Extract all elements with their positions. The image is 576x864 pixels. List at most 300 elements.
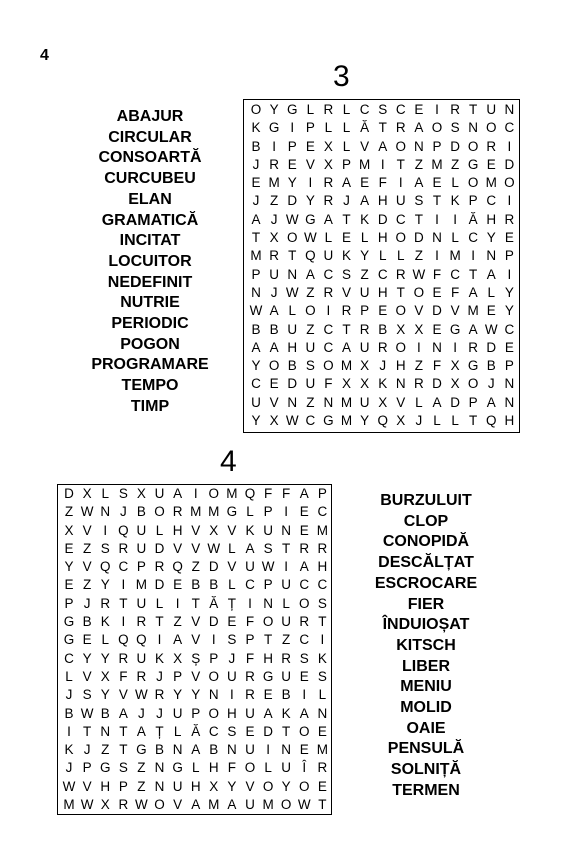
grid-letter: O xyxy=(250,102,262,117)
grid-letter: Z xyxy=(414,156,424,172)
grid-letter: L xyxy=(342,138,351,154)
grid-letter: O xyxy=(286,230,298,246)
grid-letter: X xyxy=(100,797,110,813)
grid-letter: O xyxy=(395,339,407,355)
grid-letter: U xyxy=(172,778,183,794)
grid-letter: R xyxy=(245,687,255,703)
grid-letter: D xyxy=(450,138,460,154)
grid-letter: X xyxy=(342,376,352,392)
search-word: CIRCULAR xyxy=(108,128,192,146)
grid-letter: C xyxy=(359,102,370,117)
grid-letter: X xyxy=(450,376,460,392)
grid-letter: F xyxy=(263,486,273,501)
grid-letter: G xyxy=(467,358,479,374)
grid-letter: F xyxy=(450,284,460,300)
grid-letter: C xyxy=(305,413,316,429)
search-word: PERIODIC xyxy=(111,315,189,333)
grid-letter: A xyxy=(269,303,279,319)
grid-letter: N xyxy=(281,522,292,538)
grid-letter: W xyxy=(207,540,221,556)
grid-letter: P xyxy=(287,138,297,154)
grid-letter: P xyxy=(245,632,255,648)
grid-letter: R xyxy=(341,303,352,319)
grid-letter: S xyxy=(317,668,327,684)
grid-letter: L xyxy=(324,230,333,246)
grid-letter: A xyxy=(468,284,478,300)
search-word: CURCUBEU xyxy=(104,170,196,188)
grid-letter: H xyxy=(504,413,515,429)
grid-letter: R xyxy=(136,614,147,630)
search-word: GRAMATICĂ xyxy=(101,211,199,229)
grid-letter: C xyxy=(377,266,388,282)
grid-letter: L xyxy=(342,102,351,117)
grid-letter: V xyxy=(82,522,92,538)
grid-letter: P xyxy=(191,705,201,721)
grid-letter: L xyxy=(101,486,109,501)
grid-letter: H xyxy=(486,211,497,227)
grid-letter: X xyxy=(136,486,146,501)
grid-letter: V xyxy=(191,668,201,684)
grid-letter: G xyxy=(268,120,280,136)
grid-letter: N xyxy=(287,266,298,282)
grid-letter: F xyxy=(227,760,237,776)
grid-letter: V xyxy=(82,559,92,575)
grid-letter: G xyxy=(323,413,334,429)
grid-letter: D xyxy=(287,376,298,392)
grid-letter: D xyxy=(208,559,219,575)
grid-letter: N xyxy=(208,687,219,703)
grid-letter: D xyxy=(64,486,74,501)
grid-letter: Y xyxy=(173,687,183,703)
puzzle-3-word-list xyxy=(80,107,220,418)
grid-letter: O xyxy=(504,175,515,191)
grid-letter: U xyxy=(263,522,273,538)
grid-letter: T xyxy=(342,321,351,337)
grid-letter: X xyxy=(269,413,279,429)
grid-letter: O xyxy=(280,797,292,813)
grid-letter: Y xyxy=(191,687,201,703)
grid-letter: N xyxy=(287,394,298,410)
grid-letter: Q xyxy=(486,413,497,429)
grid-letter: E xyxy=(82,632,92,648)
grid-letter: A xyxy=(486,394,496,410)
grid-letter: E xyxy=(64,577,74,593)
grid-letter: A xyxy=(173,632,183,648)
grid-letter: O xyxy=(467,376,479,392)
grid-letter: I xyxy=(320,632,325,648)
grid-letter: V xyxy=(360,138,370,154)
grid-letter: X xyxy=(360,376,370,392)
grid-letter: F xyxy=(245,650,255,666)
grid-letter: I xyxy=(284,559,289,575)
grid-letter: O xyxy=(262,614,274,630)
grid-letter: K xyxy=(450,193,460,209)
grid-letter: U xyxy=(281,614,292,630)
grid-letter: I xyxy=(507,138,512,154)
search-word: ÎNDUIOȘAT xyxy=(382,616,470,634)
search-word: NUTRIE xyxy=(120,294,180,312)
grid-letter: T xyxy=(396,156,405,172)
grid-letter: R xyxy=(323,175,334,191)
grid-letter: T xyxy=(469,413,478,429)
grid-letter: I xyxy=(211,632,216,648)
grid-letter: K xyxy=(342,248,352,264)
grid-letter: Ă xyxy=(191,723,201,739)
grid-letter: U xyxy=(251,394,261,410)
grid-letter: N xyxy=(227,742,237,758)
grid-letter: P xyxy=(360,303,370,319)
grid-letter: M xyxy=(268,175,280,191)
grid-letter: A xyxy=(299,559,309,575)
grid-letter: W xyxy=(80,797,94,813)
grid-letter: S xyxy=(118,760,128,776)
grid-letter: A xyxy=(251,211,261,227)
grid-letter: O xyxy=(299,723,310,739)
grid-letter: T xyxy=(432,193,442,209)
grid-letter: U xyxy=(281,760,292,776)
grid-letter: E xyxy=(378,303,388,319)
grid-letter: O xyxy=(395,303,407,319)
grid-letter: B xyxy=(136,504,146,520)
grid-letter: V xyxy=(191,614,201,630)
grid-letter: Ț xyxy=(227,595,237,611)
grid-letter: E xyxy=(317,778,327,794)
grid-letter: Y xyxy=(360,413,370,429)
grid-letter: M xyxy=(250,248,262,264)
grid-letter: N xyxy=(154,778,165,794)
grid-letter: U xyxy=(305,339,316,355)
grid-letter: S xyxy=(317,595,327,611)
grid-letter: F xyxy=(119,668,128,684)
grid-letter: R xyxy=(281,650,292,666)
grid-letter: R xyxy=(269,156,280,172)
grid-letter: F xyxy=(282,486,291,501)
grid-letter: W xyxy=(484,321,498,337)
grid-letter: S xyxy=(450,120,460,136)
grid-letter: E xyxy=(414,102,424,117)
grid-letter: C xyxy=(450,266,460,282)
grid-letter: E xyxy=(486,156,496,172)
grid-letter: P xyxy=(136,559,146,575)
grid-letter: T xyxy=(263,632,273,648)
grid-letter: F xyxy=(432,266,442,282)
grid-letter: N xyxy=(486,248,497,264)
search-word: CONSOARTĂ xyxy=(98,149,202,167)
grid-letter: V xyxy=(191,632,201,648)
grid-letter: R xyxy=(136,668,147,684)
grid-letter: B xyxy=(209,742,219,758)
grid-letter: D xyxy=(263,723,273,739)
grid-letter: D xyxy=(486,339,497,355)
grid-letter: A xyxy=(299,486,309,501)
grid-letter: A xyxy=(191,742,201,758)
grid-letter: Z xyxy=(450,156,460,172)
grid-letter: A xyxy=(118,705,128,721)
grid-letter: J xyxy=(270,284,278,300)
grid-letter: W xyxy=(285,413,299,429)
grid-letter: H xyxy=(208,760,219,776)
grid-letter: L xyxy=(451,175,459,191)
grid-letter: V xyxy=(191,522,201,538)
grid-letter: Q xyxy=(244,486,256,501)
search-word: OAIE xyxy=(406,719,446,737)
grid-letter: T xyxy=(282,723,291,739)
grid-letter: X xyxy=(378,394,388,410)
grid-letter: I xyxy=(266,742,270,758)
grid-letter: V xyxy=(305,156,315,172)
grid-letter: A xyxy=(342,339,352,355)
grid-letter: T xyxy=(119,595,128,611)
grid-letter: Ă xyxy=(209,595,219,611)
search-word: ABAJUR xyxy=(116,108,184,125)
grid-letter: O xyxy=(299,595,310,611)
grid-letter: Z xyxy=(83,540,92,556)
grid-letter: W xyxy=(297,797,311,813)
puzzle-4-word-list xyxy=(356,491,496,802)
grid-letter: B xyxy=(82,614,92,630)
grid-letter: G xyxy=(449,321,461,337)
grid-letter: P xyxy=(432,138,442,154)
grid-letter: A xyxy=(299,705,309,721)
grid-letter: L xyxy=(282,595,290,611)
grid-letter: Z xyxy=(306,321,315,337)
grid-letter: D xyxy=(414,230,424,246)
grid-letter: I xyxy=(417,339,421,355)
grid-letter: P xyxy=(173,668,183,684)
grid-letter: N xyxy=(504,394,515,410)
grid-letter: P xyxy=(64,595,74,611)
grid-letter: W xyxy=(261,559,275,575)
grid-letter: B xyxy=(281,687,291,703)
grid-letter: T xyxy=(119,742,128,758)
grid-letter: A xyxy=(269,339,279,355)
grid-letter: S xyxy=(100,540,110,556)
grid-letter: V xyxy=(396,394,406,410)
grid-letter: S xyxy=(227,632,237,648)
search-word: CONOPIDĂ xyxy=(382,533,470,551)
grid-letter: V xyxy=(450,303,460,319)
grid-letter: R xyxy=(118,540,129,556)
grid-letter: R xyxy=(414,376,424,392)
grid-letter: K xyxy=(245,522,255,538)
puzzle-4-letter-grid xyxy=(60,485,331,814)
grid-letter: Ă xyxy=(468,211,478,227)
search-word: TERMEN xyxy=(392,781,460,799)
grid-letter: E xyxy=(64,540,74,556)
grid-letter: D xyxy=(154,540,165,556)
grid-letter: O xyxy=(244,760,256,776)
grid-letter: M xyxy=(316,522,328,538)
grid-letter: Y xyxy=(504,284,514,300)
grid-letter: V xyxy=(82,668,92,684)
grid-letter: A xyxy=(432,394,442,410)
grid-letter: T xyxy=(469,102,478,117)
grid-letter: Î xyxy=(302,760,307,776)
grid-letter: N xyxy=(100,504,111,520)
grid-letter: I xyxy=(380,156,385,172)
grid-letter: B xyxy=(486,358,496,374)
grid-letter: M xyxy=(340,394,353,410)
grid-letter: L xyxy=(191,760,200,776)
grid-letter: I xyxy=(248,595,252,611)
grid-letter: I xyxy=(230,687,234,703)
grid-letter: I xyxy=(435,102,439,117)
grid-letter: A xyxy=(191,797,201,813)
grid-letter: I xyxy=(326,303,331,319)
grid-letter: B xyxy=(287,358,297,374)
grid-letter: B xyxy=(64,705,74,721)
grid-letter: V xyxy=(227,559,237,575)
grid-letter: A xyxy=(360,193,370,209)
grid-letter: O xyxy=(208,668,220,684)
grid-letter: B xyxy=(191,577,201,593)
search-word: POGON xyxy=(120,335,180,353)
grid-letter: Ă xyxy=(360,120,370,136)
grid-letter: L xyxy=(451,230,459,246)
grid-letter: X xyxy=(360,358,370,374)
grid-letter: V xyxy=(245,778,255,794)
grid-letter: E xyxy=(504,230,514,246)
grid-letter: T xyxy=(414,211,424,227)
grid-letter: B xyxy=(100,705,110,721)
grid-letter: N xyxy=(263,595,273,611)
grid-letter: T xyxy=(378,120,387,136)
grid-letter: C xyxy=(323,266,334,282)
grid-letter: U xyxy=(154,486,165,501)
grid-letter: S xyxy=(342,266,352,282)
search-word: PENSULĂ xyxy=(387,740,465,758)
grid-letter: M xyxy=(262,797,274,813)
grid-letter: T xyxy=(83,723,92,739)
grid-letter: Ș xyxy=(191,650,201,666)
grid-letter: K xyxy=(378,376,388,392)
grid-letter: J xyxy=(379,358,387,374)
grid-letter: E xyxy=(299,742,309,758)
grid-letter: Y xyxy=(82,650,92,666)
grid-letter: Q xyxy=(377,413,388,429)
grid-letter: S xyxy=(263,540,273,556)
grid-letter: E xyxy=(173,577,183,593)
grid-letter: L xyxy=(342,120,351,136)
grid-letter: I xyxy=(193,486,198,501)
grid-letter: E xyxy=(432,321,442,337)
grid-letter: T xyxy=(342,211,351,227)
grid-letter: A xyxy=(414,120,424,136)
grid-letter: Y xyxy=(360,248,370,264)
grid-letter: T xyxy=(155,614,164,630)
grid-letter: V xyxy=(191,540,201,556)
grid-letter: C xyxy=(323,321,334,337)
grid-letter: G xyxy=(467,156,479,172)
grid-letter: V xyxy=(173,540,183,556)
grid-letter: H xyxy=(287,339,298,355)
grid-letter: R xyxy=(100,595,111,611)
grid-letter: O xyxy=(154,504,165,520)
grid-letter: R xyxy=(468,339,479,355)
grid-letter: D xyxy=(287,193,298,209)
grid-letter: K xyxy=(100,614,110,630)
grid-letter: E xyxy=(299,504,309,520)
grid-letter: M xyxy=(467,303,479,319)
grid-letter: R xyxy=(299,614,310,630)
grid-letter: C xyxy=(395,211,406,227)
puzzle-3-letter-grid xyxy=(247,101,518,430)
grid-letter: Z xyxy=(191,559,200,575)
grid-letter: W xyxy=(135,797,148,813)
grid-letter: N xyxy=(154,760,165,776)
search-word: INCITAT xyxy=(119,232,181,250)
grid-letter: Z xyxy=(414,358,424,374)
grid-letter: J xyxy=(65,687,73,703)
grid-letter: A xyxy=(468,321,478,337)
grid-letter: F xyxy=(432,358,442,374)
grid-letter: N xyxy=(504,102,515,117)
grid-letter: I xyxy=(290,120,295,136)
grid-letter: U xyxy=(281,577,292,593)
grid-letter: Z xyxy=(306,394,315,410)
search-word: KITSCH xyxy=(396,636,456,654)
grid-letter: J xyxy=(83,595,91,611)
grid-letter: R xyxy=(154,687,165,703)
grid-letter: P xyxy=(305,120,315,136)
grid-letter: O xyxy=(395,230,407,246)
grid-letter: U xyxy=(323,248,334,264)
grid-letter: B xyxy=(378,321,388,337)
grid-letter: J xyxy=(252,193,260,209)
grid-letter: B xyxy=(251,321,261,337)
grid-letter: M xyxy=(431,156,443,172)
search-word: LIBER xyxy=(402,657,450,675)
grid-letter: W xyxy=(80,705,94,721)
grid-letter: C xyxy=(323,339,334,355)
grid-letter: O xyxy=(268,358,280,374)
grid-letter: X xyxy=(414,321,424,337)
grid-letter: P xyxy=(317,486,327,501)
grid-letter: A xyxy=(414,175,424,191)
grid-letter: E xyxy=(305,138,315,154)
grid-letter: Z xyxy=(137,760,146,776)
grid-letter: U xyxy=(305,376,316,392)
grid-letter: R xyxy=(172,504,183,520)
grid-letter: N xyxy=(100,723,111,739)
grid-letter: X xyxy=(269,230,279,246)
grid-letter: Y xyxy=(100,687,110,703)
grid-letter: N xyxy=(395,376,406,392)
grid-letter: X xyxy=(323,138,333,154)
grid-letter: Z xyxy=(270,193,279,209)
grid-letter: L xyxy=(306,102,315,117)
grid-letter: A xyxy=(486,266,496,282)
grid-letter: J xyxy=(119,504,127,520)
grid-letter: E xyxy=(227,614,237,630)
grid-letter: K xyxy=(155,650,165,666)
grid-letter: S xyxy=(118,486,128,501)
grid-letter: H xyxy=(100,778,111,794)
grid-letter: R xyxy=(377,339,388,355)
page-number: 4 xyxy=(40,47,49,64)
grid-letter: U xyxy=(269,266,280,282)
grid-letter: D xyxy=(208,614,219,630)
grid-letter: D xyxy=(154,577,165,593)
grid-letter: R xyxy=(269,248,280,264)
grid-letter: I xyxy=(67,723,71,739)
grid-letter: E xyxy=(269,376,279,392)
grid-letter: S xyxy=(414,193,424,209)
grid-letter: E xyxy=(486,303,496,319)
grid-letter: I xyxy=(272,138,277,154)
grid-letter: A xyxy=(263,705,273,721)
grid-letter: M xyxy=(226,486,238,501)
